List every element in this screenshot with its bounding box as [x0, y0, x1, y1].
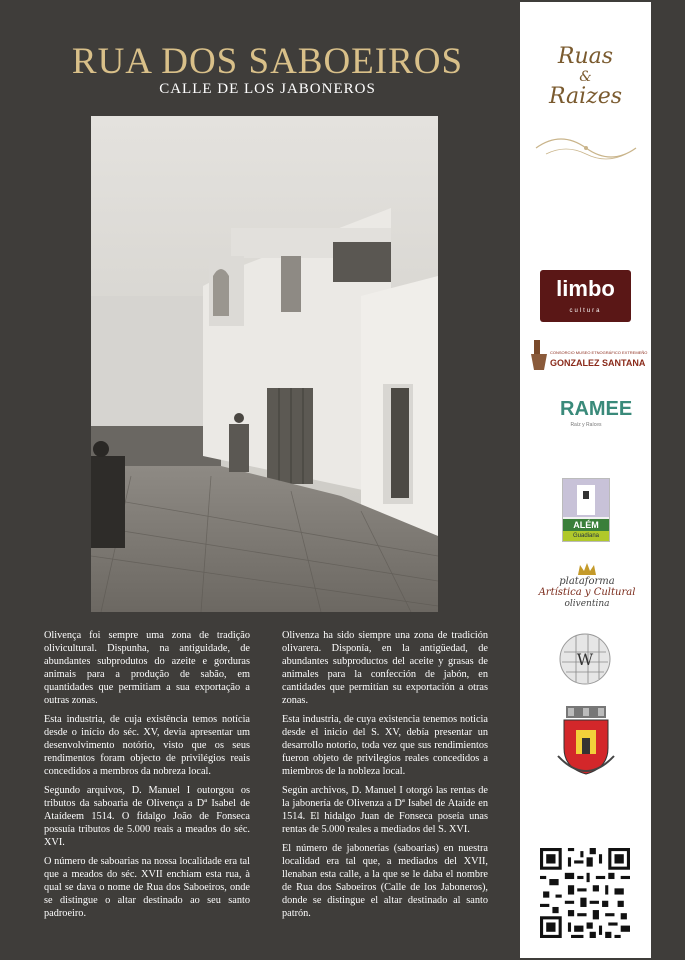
street-photo-illustration	[91, 116, 438, 612]
castle-tower-icon	[563, 479, 609, 517]
svg-text:W: W	[576, 650, 594, 669]
brand-line-2: Raizes	[548, 84, 623, 109]
sponsor-sidebar	[520, 2, 651, 958]
plataforma-line-3: oliventina	[564, 599, 610, 609]
alem-subtitle: Guadiana	[563, 531, 609, 541]
wikipedia-globe-icon	[558, 632, 612, 686]
paragraph-es-3: Según archivos, D. Manuel I otorgó las rentas de la jabonería de Olivenza a Dª Isabel de Ataide en 1514. El hidalgo Juan de Fonseca poseía unas rentas de 5.000 reales a mediados del S. XVI.	[282, 785, 488, 835]
page-title: RUA DOS SABOEIROS	[71, 41, 464, 82]
olivenza-coat-of-arms-icon	[554, 706, 618, 776]
gonzalez-consortium-text: CONSORCIO MUSEO ETNOGRÁFICO EXTREMEÑO	[550, 350, 648, 355]
paragraph-pt-3: Segundo arquivos, D. Manuel I outorgou os tributos da saboaria de Olivença a Dª Isabel de Ataídeem 1514. O fidalgo João de Fonseca possuía tributos de 5.000 reais a meados do séc. XVI.	[44, 785, 250, 848]
text-column-portuguese	[44, 629, 250, 926]
paragraph-es-1: Olivenza ha sido siempre una zona de tradición olivarera. Disponía, en la antigüedad, de abundantes subproductos del aceite y grasas de animales para la confección de jabón, en cantidades que permitían su exportación a otras zonas.	[282, 630, 488, 706]
limbo-cultura-logo	[540, 270, 631, 322]
brand-line-1: Ruas	[557, 44, 614, 69]
plataforma-line-1: plataforma	[559, 576, 615, 587]
gonzalez-name: GONZALEZ SANTANA	[550, 358, 646, 368]
paragraph-pt-2: Esta industria, de cuja existência temos notícia desde o início do séc. XV, devia apresentar um desenvolvimento notório, visto que os seus rendimentos foram objecto de privilégios reais concedidos a membros da nobreza local.	[44, 714, 250, 777]
paragraph-pt-1: Olivença foi sempre uma zona de tradição olivicultural. Dispunha, na antiguidade, de abundantes subprodutos do azeite e gorduras animais para a produção de sabão, em quantidades que permitiam a sua exportação a outras zonas.	[44, 630, 250, 706]
alem-guadiana-logo	[562, 478, 610, 542]
gonzalez-santana-logo	[530, 338, 648, 374]
text-column-spanish	[282, 629, 488, 926]
paragraph-es-2: Esta industria, de cuya existencia tenemos noticia desde el inicio del S. XV, debía presentar un desarrollo notorio, toda vez que sus rendimientos fueron objeto de privilegios reales concedidos a miembros de la nobleza local.	[282, 714, 488, 777]
page-subtitle: CALLE DE LOS JABONEROS	[159, 81, 376, 97]
plataforma-logo	[534, 562, 640, 612]
limbo-subtitle: cultura	[569, 308, 602, 314]
plataforma-line-2: Artística y Cultural	[538, 587, 636, 598]
crown-icon	[577, 562, 597, 576]
brand-ampersand: &	[579, 69, 592, 85]
mortar-icon	[530, 338, 548, 372]
qr-code-icon[interactable]	[540, 848, 630, 938]
limbo-title: limbo	[556, 276, 615, 301]
rame-subtitle: Raíz y Raíces	[570, 422, 602, 428]
flourish-ornament-icon	[526, 128, 646, 168]
alem-title: ALÉM	[563, 519, 609, 531]
paragraph-es-4: El número de jabonerías (saboarias) en nuestra localidad era tal que, a mediados del XVII, llenaban esta calle, a la que se le daba el nombre de Rua dos Saboeiros (Calle de los Jaboneros), donde se distingue el altar destinado al santo patrón.	[282, 843, 488, 919]
rame-logo	[560, 396, 633, 446]
rame-title: RAMEE	[560, 398, 633, 420]
street-photo	[91, 116, 438, 612]
ruas-raizes-logo	[520, 44, 651, 110]
paragraph-pt-4: O número de saboarias na nossa localidade era tal que a meados do séc. XVII enchiam esta rua, à qual se dava o nome de Rua dos Saboeiros, onde se distingue o altar destinado ao seu santo padroeiro.	[44, 856, 250, 919]
